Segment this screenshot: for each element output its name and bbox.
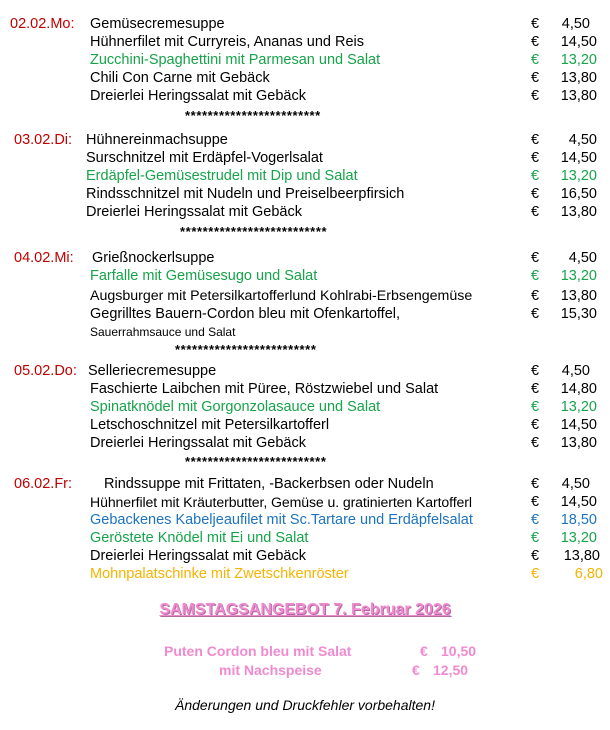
dish-price: 14,50 — [560, 150, 597, 166]
dish-name: Hühnerfilet mit Curryreis, Ananas und Reis — [90, 34, 365, 50]
dish-name: Dreierlei Heringssalat mit Gebäck — [86, 204, 302, 220]
dish-price: 6,80 — [574, 566, 603, 582]
dish-name-vegetarian: Farfalle mit Gemüsesugo und Salat — [90, 268, 318, 284]
dish-name: Augsburger mit Petersilkartofferlund Kohlrabi-Erbsengemüse — [90, 288, 473, 304]
dish-price: 13,80 — [560, 70, 597, 86]
dish-name: Dreierlei Heringssalat mit Gebäck — [90, 435, 306, 451]
dish-price: 13,80 — [560, 204, 597, 220]
dish-price: 16,50 — [560, 186, 597, 202]
euro-sign: € — [531, 34, 540, 50]
saturday-item-name: mit Nachspeise — [219, 662, 322, 678]
euro-sign: € — [531, 566, 540, 582]
day-label-tuesday: 03.02.Di: — [14, 132, 73, 148]
dish-name-vegetarian: Erdäpfel-Gemüsestrudel mit Dip und Salat — [86, 168, 358, 184]
dish-price: 13,20 — [560, 399, 597, 415]
saturday-offer-title: SAMSTAGSANGEBOT 7. Februar 2026 — [159, 601, 451, 618]
euro-sign: € — [531, 494, 540, 510]
dish-price: 4,50 — [561, 16, 590, 32]
euro-sign: € — [531, 288, 540, 304]
euro-sign: € — [531, 132, 540, 148]
euro-sign: € — [531, 306, 540, 322]
euro-sign: € — [531, 268, 540, 284]
dish-price: 13,80 — [563, 548, 600, 564]
dish-name: Gemüsecremesuppe — [90, 16, 225, 32]
day-label-friday: 06.02.Fr: — [14, 476, 73, 492]
dish-price: 13,80 — [560, 435, 597, 451]
euro-sign: € — [531, 70, 540, 86]
euro-sign: € — [531, 52, 540, 68]
dish-price: 4,50 — [568, 132, 597, 148]
euro-sign: € — [531, 186, 540, 202]
dish-name: Surschnitzel mit Erdäpfel-Vogerlsalat — [86, 150, 323, 166]
separator-stars: ************************ — [185, 108, 321, 123]
euro-sign: € — [531, 88, 540, 104]
separator-stars: ************************** — [180, 224, 328, 239]
saturday-item-name: Puten Cordon bleu mit Salat — [164, 643, 352, 659]
dish-price: 18,50 — [560, 512, 597, 528]
euro-sign: € — [420, 643, 428, 659]
dish-name: Gegrilltes Bauern-Cordon bleu mit Ofenkartoffel, — [90, 306, 401, 322]
dish-name-continued: Sauerrahmsauce und Salat — [90, 325, 236, 339]
euro-sign: € — [531, 381, 540, 397]
dish-name-vegetarian: Zucchini-Spaghettini mit Parmesan und Salat — [90, 52, 381, 68]
dish-price: 13,80 — [560, 88, 597, 104]
separator-stars: ************************* — [175, 342, 317, 357]
euro-sign: € — [531, 16, 540, 32]
euro-sign: € — [531, 250, 540, 266]
footer-disclaimer: Änderungen und Druckfehler vorbehalten! — [175, 697, 435, 713]
dish-name: Hühnerfilet mit Kräuterbutter, Gemüse u. gratinierten Kartofferl — [90, 494, 472, 510]
dish-name: Dreierlei Heringssalat mit Gebäck — [90, 548, 306, 564]
dish-price: 14,50 — [560, 494, 597, 510]
euro-sign: € — [531, 530, 540, 546]
separator-stars: ************************* — [185, 454, 327, 469]
dish-price: 4,50 — [561, 363, 590, 379]
euro-sign: € — [531, 399, 540, 415]
dish-price: 13,20 — [560, 530, 597, 546]
dish-price: 4,50 — [561, 476, 590, 492]
euro-sign: € — [531, 150, 540, 166]
dish-price: 13,20 — [560, 268, 597, 284]
dish-price: 4,50 — [568, 250, 597, 266]
dish-name: Dreierlei Heringssalat mit Gebäck — [90, 88, 306, 104]
saturday-item-price: 10,50 — [441, 643, 477, 659]
dish-name-vegetarian: Spinatknödel mit Gorgonzolasauce und Salat — [90, 399, 381, 415]
dish-name: Letschoschnitzel mit Petersilkartofferl — [90, 417, 330, 433]
euro-sign: € — [531, 435, 540, 451]
day-label-thursday: 05.02.Do: — [14, 363, 77, 379]
day-label-monday: 02.02.Mo: — [10, 16, 75, 32]
dish-name: Hühnereinmachsuppe — [86, 132, 228, 148]
dish-price: 14,80 — [560, 381, 597, 397]
day-label-wednesday: 04.02.Mi: — [14, 250, 74, 266]
dish-name: Selleriecremesuppe — [88, 363, 217, 379]
dish-price: 13,20 — [560, 168, 597, 184]
euro-sign: € — [531, 512, 540, 528]
euro-sign: € — [531, 168, 540, 184]
dish-name: Grießnockerlsuppe — [92, 250, 215, 266]
euro-sign: € — [531, 417, 540, 433]
dish-name: Faschierte Laibchen mit Püree, Röstzwiebel und Salat — [90, 381, 439, 397]
saturday-item-price: 12,50 — [433, 662, 469, 678]
dish-price: 14,50 — [560, 417, 597, 433]
dish-name-fish: Gebackenes Kabeljeaufilet mit Sc.Tartare und Erdäpfelsalat — [90, 512, 473, 528]
dish-price: 13,80 — [560, 288, 597, 304]
dish-name: Rindssuppe mit Frittaten, -Backerbsen oder Nudeln — [104, 476, 434, 492]
dish-name-dessert: Mohnpalatschinke mit Zwetschkenröster — [90, 566, 349, 582]
euro-sign: € — [531, 204, 540, 220]
euro-sign: € — [412, 662, 420, 678]
euro-sign: € — [531, 363, 540, 379]
dish-name: Chili Con Carne mit Gebäck — [90, 70, 270, 86]
dish-price: 15,30 — [560, 306, 597, 322]
dish-name: Rindsschnitzel mit Nudeln und Preiselbeerpfirsich — [86, 186, 405, 202]
dish-name-vegetarian: Geröstete Knödel mit Ei und Salat — [90, 530, 309, 546]
euro-sign: € — [531, 476, 540, 492]
dish-price: 14,50 — [560, 34, 597, 50]
dish-price: 13,20 — [560, 52, 597, 68]
euro-sign: € — [531, 548, 540, 564]
